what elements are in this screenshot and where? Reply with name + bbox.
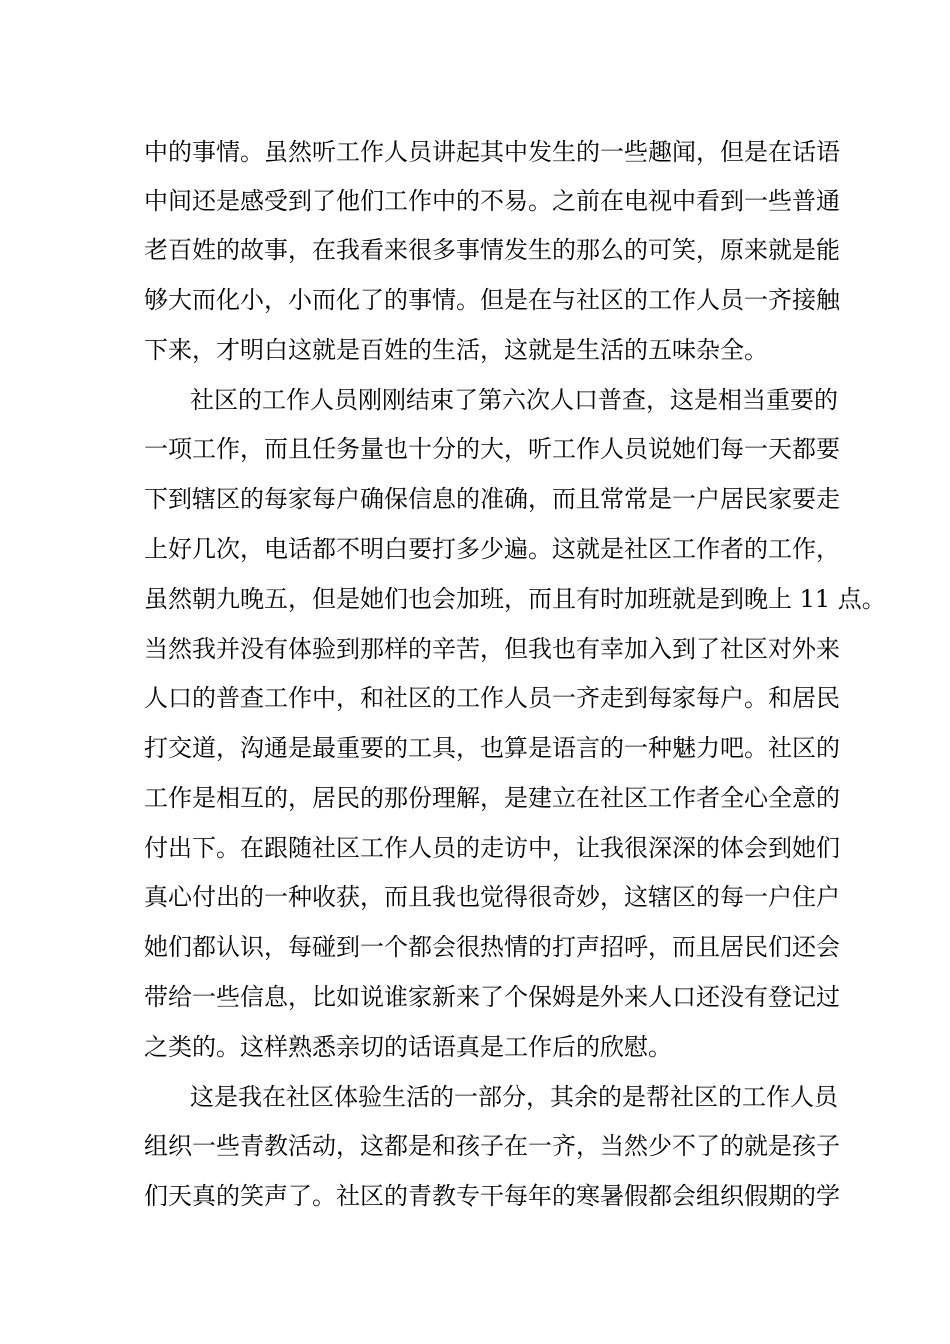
text-line: 中间还是感受到了他们工作中的不易。之前在电视中看到一些普通 <box>144 187 840 215</box>
text-line: 她们都认识，每碰到一个都会很热情的打声招呼，而且居民们还会 <box>144 933 840 961</box>
paragraph-first-line: 社区的工作人员刚刚结束了第六次人口普查，这是相当重要的 <box>190 386 838 414</box>
text-line: 中的事情。虽然听工作人员讲起其中发生的一些趣闻，但是在话语 <box>144 138 840 166</box>
text-line: 人口的普查工作中，和社区的工作人员一齐走到每家每户。和居民 <box>144 684 840 712</box>
text-line: 一项工作，而且任务量也十分的大，听工作人员说她们每一天都要 <box>144 435 840 463</box>
text-line: 们天真的笑声了。社区的青教专干每年的寒暑假都会组织假期的学 <box>144 1182 840 1210</box>
text-line: 真心付出的一种收获，而且我也觉得很奇妙，这辖区的每一户住户 <box>144 883 840 911</box>
text-line: 上好几次，电话都不明白要打多少遍。这就是社区工作者的工作， <box>144 535 840 563</box>
text-line: 之类的。这样熟悉亲切的话语真是工作后的欣慰。 <box>144 1033 672 1061</box>
text-line: 付出下。在跟随社区工作人员的走访中，让我很深深的体会到她们 <box>144 834 840 862</box>
paragraph-first-line: 这是我在社区体验生活的一部分，其余的是帮社区的工作人员 <box>190 1083 838 1111</box>
text-line: 带给一些信息，比如说谁家新来了个保姆是外来人口还没有登记过 <box>144 983 840 1011</box>
text-line: 工作是相互的，居民的那份理解，是建立在社区工作者全心全意的 <box>144 784 840 812</box>
text-line: 虽然朝九晚五，但是她们也会加班，而且有时加班就是到晚上 11 点。 <box>144 585 886 613</box>
text-line: 组织一些青教活动，这都是和孩子在一齐，当然少不了的就是孩子 <box>144 1132 840 1160</box>
text-line: 下到辖区的每家每户确保信息的准确，而且常常是一户居民家要走 <box>144 485 840 513</box>
text-line: 够大而化小，小而化了的事情。但是在与社区的工作人员一齐接触 <box>144 286 840 314</box>
text-line: 下来，才明白这就是百姓的生活，这就是生活的五味杂全。 <box>144 336 768 364</box>
text-line: 老百姓的故事，在我看来很多事情发生的那么的可笑，原来就是能 <box>144 236 840 264</box>
text-line: 打交道，沟通是最重要的工具，也算是语言的一种魅力吧。社区的 <box>144 734 840 762</box>
text-line: 当然我并没有体验到那样的辛苦，但我也有幸加入到了社区对外来 <box>144 635 840 663</box>
